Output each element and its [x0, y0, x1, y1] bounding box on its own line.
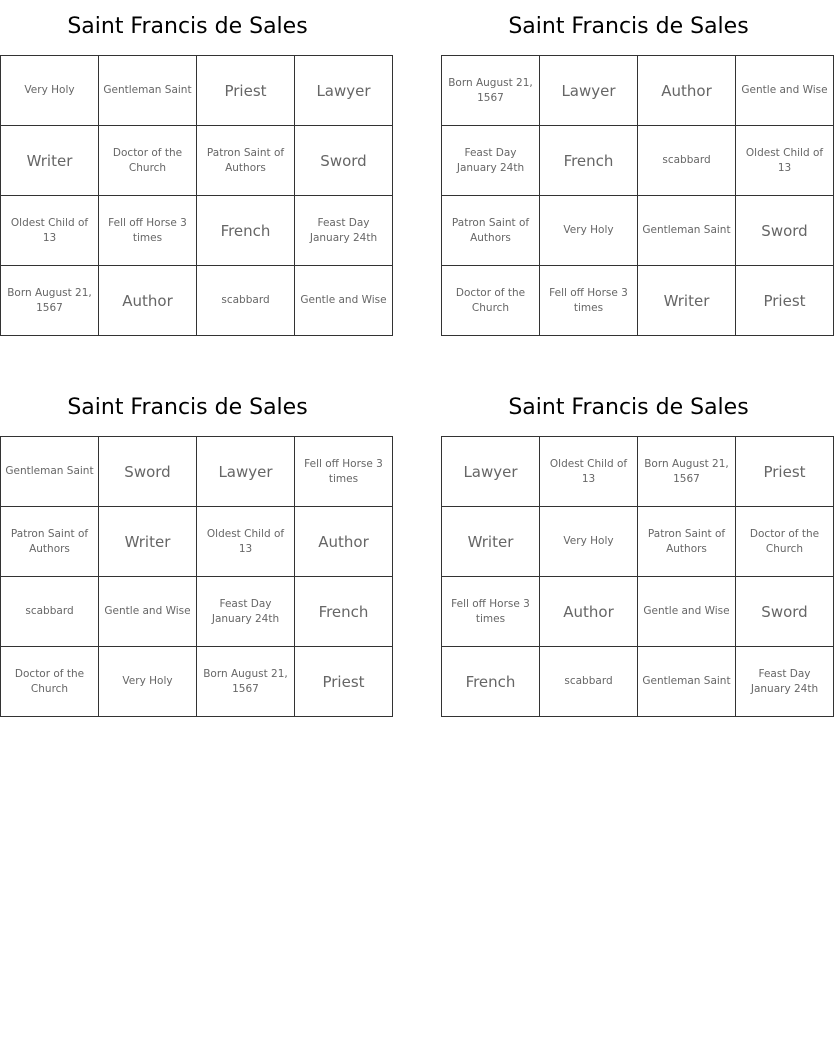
bingo-cell: French — [295, 577, 393, 647]
bingo-cell: Gentleman Saint — [638, 196, 736, 266]
bingo-cell: Born August 21, 1567 — [442, 56, 540, 126]
bingo-row — [1, 507, 393, 577]
bingo-cell: Gentleman Saint — [638, 647, 736, 717]
bingo-grid — [0, 55, 393, 336]
bingo-cell: Gentle and Wise — [736, 56, 834, 126]
bingo-cell: Oldest Child of 13 — [197, 507, 295, 577]
bingo-cell: Very Holy — [540, 196, 638, 266]
bingo-row — [442, 126, 834, 196]
bingo-row — [1, 437, 393, 507]
bingo-row — [1, 577, 393, 647]
bingo-cell: scabbard — [638, 126, 736, 196]
bingo-cell: Doctor of the Church — [99, 126, 197, 196]
bingo-row — [442, 437, 834, 507]
bingo-card — [441, 381, 820, 717]
bingo-cell: Author — [99, 266, 197, 336]
bingo-row — [1, 266, 393, 336]
card-title: Saint Francis de Sales — [508, 14, 749, 39]
bingo-row — [1, 126, 393, 196]
bingo-grid — [0, 436, 393, 717]
bingo-row — [1, 196, 393, 266]
bingo-cell: Very Holy — [1, 56, 99, 126]
bingo-cell: Fell off Horse 3 times — [540, 266, 638, 336]
bingo-cell: French — [197, 196, 295, 266]
bingo-cell: Sword — [295, 126, 393, 196]
bingo-cell: Sword — [99, 437, 197, 507]
bingo-cell: Writer — [1, 126, 99, 196]
bingo-cell: scabbard — [540, 647, 638, 717]
bingo-cell: Fell off Horse 3 times — [99, 196, 197, 266]
bingo-cell: scabbard — [197, 266, 295, 336]
bingo-cell: Lawyer — [295, 56, 393, 126]
bingo-cell: Born August 21, 1567 — [638, 437, 736, 507]
bingo-cell: Writer — [442, 507, 540, 577]
bingo-cell: Lawyer — [442, 437, 540, 507]
card-title: Saint Francis de Sales — [67, 395, 308, 420]
bingo-card — [0, 381, 383, 717]
bingo-cell: scabbard — [1, 577, 99, 647]
bingo-cell: Patron Saint of Authors — [442, 196, 540, 266]
bingo-row — [1, 56, 393, 126]
bingo-cell: Feast Day January 24th — [442, 126, 540, 196]
bingo-cell: Priest — [295, 647, 393, 717]
bingo-cell: Gentleman Saint — [1, 437, 99, 507]
bingo-cell: Born August 21, 1567 — [1, 266, 99, 336]
bingo-card — [441, 0, 828, 336]
bingo-cell: Sword — [736, 577, 834, 647]
bingo-cell: French — [540, 126, 638, 196]
bingo-cell: Gentle and Wise — [99, 577, 197, 647]
bingo-cell: Very Holy — [540, 507, 638, 577]
bingo-cell: Doctor of the Church — [442, 266, 540, 336]
bingo-row — [442, 266, 834, 336]
bingo-cell: Lawyer — [540, 56, 638, 126]
bingo-cell: Doctor of the Church — [1, 647, 99, 717]
bingo-grid — [441, 55, 834, 336]
bingo-cell: French — [442, 647, 540, 717]
bingo-cell: Feast Day January 24th — [197, 577, 295, 647]
bingo-cell: Oldest Child of 13 — [540, 437, 638, 507]
bingo-cell: Sword — [736, 196, 834, 266]
bingo-card — [0, 0, 387, 336]
bingo-cell: Fell off Horse 3 times — [295, 437, 393, 507]
bingo-cell: Doctor of the Church — [736, 507, 834, 577]
bingo-cell: Patron Saint of Authors — [638, 507, 736, 577]
bingo-cell: Feast Day January 24th — [295, 196, 393, 266]
bingo-row — [442, 647, 834, 717]
bingo-cell: Author — [638, 56, 736, 126]
bingo-cell: Priest — [736, 266, 834, 336]
bingo-grid — [441, 436, 834, 717]
bingo-cell: Priest — [736, 437, 834, 507]
bingo-cell: Born August 21, 1567 — [197, 647, 295, 717]
bingo-cell: Writer — [638, 266, 736, 336]
bingo-cell: Gentleman Saint — [99, 56, 197, 126]
bingo-cell: Lawyer — [197, 437, 295, 507]
bingo-row — [442, 577, 834, 647]
bingo-cell: Very Holy — [99, 647, 197, 717]
bingo-cell: Oldest Child of 13 — [1, 196, 99, 266]
bingo-cell: Author — [295, 507, 393, 577]
bingo-cell: Priest — [197, 56, 295, 126]
card-title: Saint Francis de Sales — [508, 395, 749, 420]
bingo-cell: Patron Saint of Authors — [197, 126, 295, 196]
bingo-cell: Feast Day January 24th — [736, 647, 834, 717]
bingo-cell: Writer — [99, 507, 197, 577]
bingo-cell: Author — [540, 577, 638, 647]
bingo-row — [442, 56, 834, 126]
bingo-cell: Oldest Child of 13 — [736, 126, 834, 196]
bingo-row — [1, 647, 393, 717]
bingo-cell: Fell off Horse 3 times — [442, 577, 540, 647]
bingo-cell: Gentle and Wise — [295, 266, 393, 336]
bingo-cell: Gentle and Wise — [638, 577, 736, 647]
bingo-cell: Patron Saint of Authors — [1, 507, 99, 577]
bingo-row — [442, 196, 834, 266]
bingo-row — [442, 507, 834, 577]
card-title: Saint Francis de Sales — [67, 14, 308, 39]
